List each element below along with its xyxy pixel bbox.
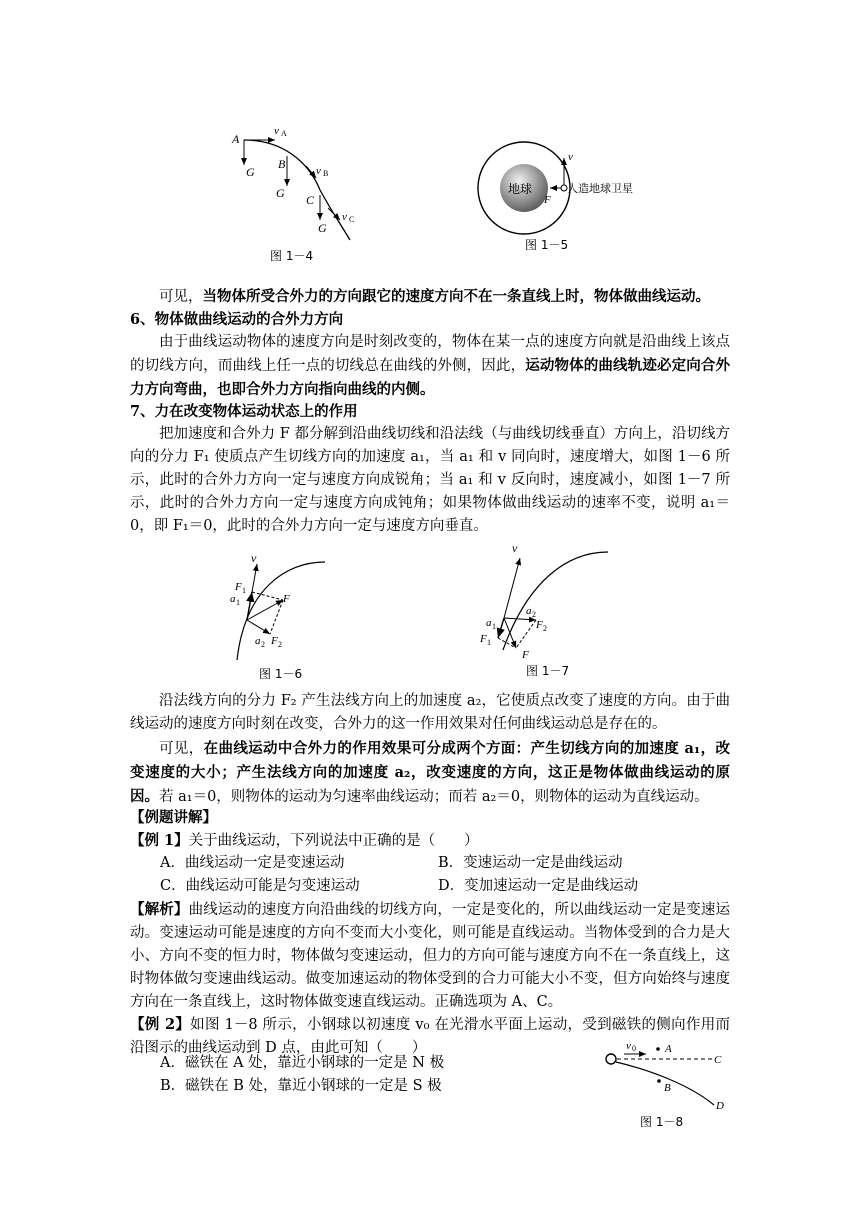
svg-text:v: v: [626, 1040, 631, 1052]
figure-1-4-caption: 图 1－4: [270, 249, 314, 263]
satellite-label: 人造地球卫星: [567, 183, 633, 195]
svg-text:C: C: [349, 215, 355, 224]
svg-text:D: D: [716, 1100, 724, 1112]
svg-text:v: v: [274, 125, 279, 137]
figure-1-8: [600, 1035, 740, 1130]
svg-text:2: 2: [261, 640, 265, 649]
figure-1-8-diagram: [600, 1035, 740, 1113]
figure-1-5-caption: 图 1－5: [525, 238, 569, 252]
figure-1-7-caption: 图 1－7: [526, 664, 570, 678]
example-2-question: 【例 2】如图 1－8 所示，小钢球以初速度 v₀ 在光滑水平面上运动，受到磁铁的侧向作用而沿图示的曲线运动到 D 点，由此可知（ ）: [130, 1016, 731, 1056]
figure-1-6-diagram: [225, 550, 345, 665]
svg-text:B: B: [323, 169, 329, 178]
svg-text:1: 1: [492, 622, 496, 631]
label-A: A: [232, 132, 240, 146]
svg-text:F: F: [536, 619, 543, 631]
svg-text:F: F: [544, 194, 551, 206]
figure-1-5-diagram: [470, 140, 690, 240]
heading-7: 7、力在改变物体运动状态上的作用: [130, 403, 358, 420]
svg-text:v: v: [316, 165, 321, 177]
section-heading: 【例题讲解】: [130, 809, 217, 826]
figure-1-7-diagram: [478, 540, 618, 662]
svg-text:F: F: [271, 635, 278, 647]
svg-text:C: C: [306, 193, 315, 207]
svg-text:a: a: [486, 617, 492, 629]
example-1-option-C: C．曲线运动可能是匀变速运动: [160, 878, 360, 894]
svg-text:v: v: [512, 541, 518, 555]
svg-text:G: G: [318, 221, 327, 235]
svg-text:1: 1: [242, 586, 246, 595]
example-1-option-B: B．变速运动一定是曲线运动: [438, 855, 623, 871]
svg-text:B: B: [278, 157, 286, 171]
figure-1-4: [220, 120, 370, 270]
svg-text:2: 2: [278, 640, 282, 649]
svg-text:v: v: [568, 151, 573, 163]
example-1-question: 【例 1】关于曲线运动，下列说法中正确的是（ ）: [130, 832, 479, 849]
paragraph-5: 可见，在曲线运动中合外力的作用效果可分成两个方面：产生切线方向的加速度 a₁，改变速度的大小；产生法线方向的加速度 a₂，改变速度的方向，这正是物体做曲线运动的原因。若 a₁＝0，则物体的运动为匀速率曲线运动；而若 a₂＝0，则物体的运动为直线运动。: [130, 740, 731, 805]
svg-text:a: a: [230, 593, 236, 605]
analysis: 【解析】曲线运动的速度方向沿曲线的切线方向，一定是变化的，所以曲线运动一定是变速运动。变速运动可能是速度的方向不变而大小变化，则可能是直线运动。当物体受到的合力是大小、方向不变的恒力时，物体做匀变速运动，但力的方向可能与速度方向不在一条直线上，这时物体做匀变速曲线运动。做变加速运动的物体受到的合力可能大小不变，但方向始终与速度方向在一条直线上，这时物体做变速直线运动。正确选项为 A、C。: [130, 901, 731, 1010]
svg-text:a: a: [255, 635, 261, 647]
earth-label: 地球: [508, 182, 533, 196]
svg-text:a: a: [526, 605, 532, 617]
example-2-option-A: A．磁铁在 A 处，靠近小钢球的一定是 N 极: [160, 1055, 445, 1071]
svg-text:0: 0: [632, 1044, 636, 1053]
svg-text:v: v: [342, 211, 347, 223]
svg-text:A: A: [281, 129, 287, 138]
example-1-option-D: D．变加速运动一定是曲线运动: [438, 878, 639, 894]
svg-text:1: 1: [236, 598, 240, 607]
svg-text:G: G: [276, 186, 285, 200]
svg-text:F: F: [235, 581, 242, 593]
paragraph-1: 可见，当物体所受合外力的方向跟它的速度方向不在一条直线上时，物体做曲线运动。: [159, 288, 710, 305]
svg-text:v: v: [251, 551, 257, 565]
figure-1-8-caption: 图 1－8: [640, 1115, 684, 1129]
figure-1-5: [470, 140, 690, 260]
paragraph-3: 把加速度和合外力 F 都分解到沿曲线切线和沿法线（与曲线切线垂直）方向上，沿切线方向的分力 F₁ 使质点产生切线方向的加速度 a₁，当 a₁ 和 v 同向时，速度增大，如图 1－6 所示，此时的合外力方向一定与速度方向成锐角；当 a₁ 和 v 反向时，速度减小，如图 1－7 所示，此时的合外力方向一定与速度方向成钝角；如果物体做曲线运动的速率不变，说明 a₁＝0，即 F₁＝0，此时的合外力方向一定与速度方向垂直。: [130, 426, 730, 534]
svg-text:1: 1: [487, 638, 491, 647]
svg-text:B: B: [664, 1082, 671, 1094]
figure-1-6: [225, 550, 345, 680]
svg-text:F: F: [522, 649, 529, 661]
svg-text:2: 2: [532, 610, 536, 619]
figure-1-6-caption: 图 1－6: [259, 667, 303, 681]
svg-text:2: 2: [543, 624, 547, 633]
svg-text:F: F: [480, 633, 487, 645]
figure-1-7: [478, 540, 618, 678]
paragraph-4: 沿法线方向的分力 F₂ 产生法线方向上的加速度 a₂，它使质点改变了速度的方向。由于曲线运动的速度方向时刻在改变，合外力的这一作用效果对任何曲线运动总是存在的。: [130, 693, 730, 732]
example-2-option-B: B．磁铁在 B 处，靠近小钢球的一定是 S 极: [160, 1078, 442, 1094]
paragraph-2: 由于曲线运动物体的速度方向是时刻改变的，物体在某一点的速度方向就是沿曲线上该点的切线方向，而曲线上任一点的切线总在曲线的外侧，因此，运动物体的曲线轨迹必定向合外力方向弯曲，也即合外力方向指向曲线的内侧。: [130, 334, 731, 398]
svg-text:F: F: [283, 593, 290, 605]
svg-text:G: G: [246, 165, 255, 179]
example-1-option-A: A．曲线运动一定是变速运动: [160, 855, 345, 871]
svg-text:A: A: [665, 1043, 672, 1055]
heading-6: 6、物体做曲线运动的合外力方向: [130, 311, 344, 328]
svg-text:C: C: [714, 1054, 722, 1066]
